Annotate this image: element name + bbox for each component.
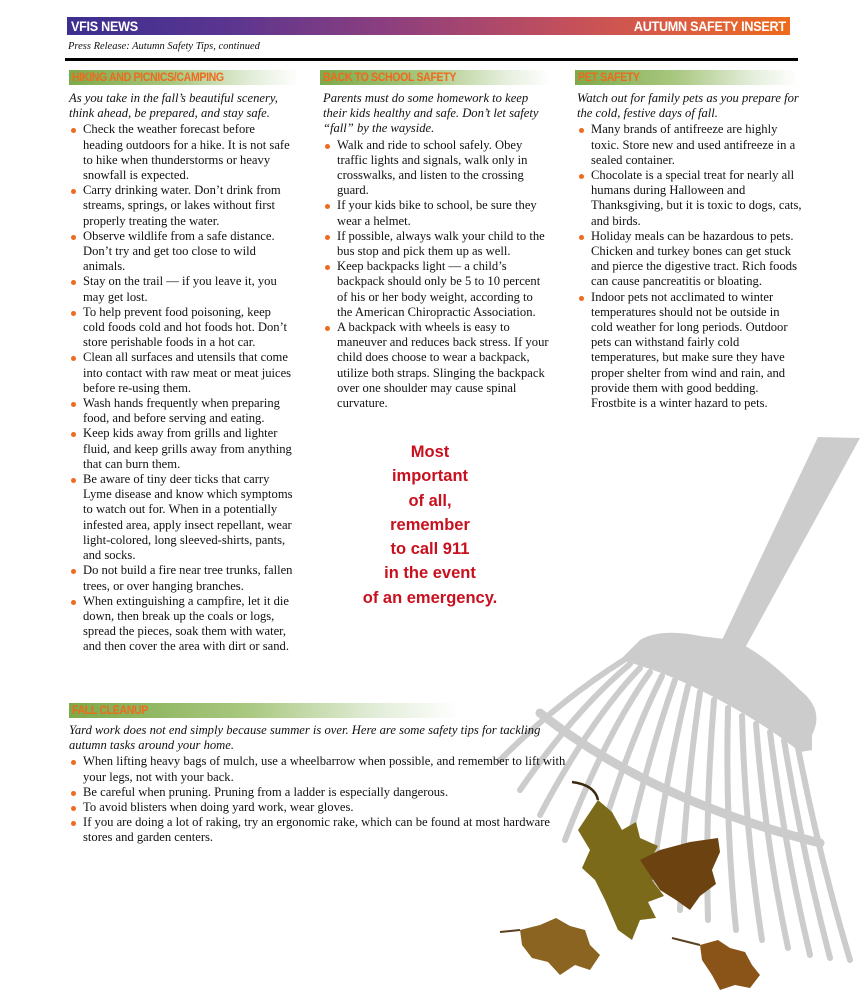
- bullet-icon: [325, 235, 330, 240]
- bullet-icon: [325, 204, 330, 209]
- press-release-subtitle: Press Release: Autumn Safety Tips, continued: [68, 41, 260, 52]
- list-item: To avoid blisters when doing yard work, wear gloves.: [69, 800, 569, 815]
- list-item: Chocolate is a special treat for nearly all humans during Halloween and Thanksgiving, but it is toxic to dogs, cats, and birds.: [577, 168, 803, 229]
- emergency-callout: Most important of all, remember to call 911 in the event of an emergency.: [362, 443, 498, 607]
- bullet-list: [69, 754, 569, 845]
- section-intro: As you take in the fall’s beautiful scenery, think ahead, be prepared, and stay safe.: [69, 91, 278, 121]
- list-item: Clean all surfaces and utensils that come into contact with raw meat or meat juices before re-using them.: [69, 350, 295, 396]
- section-hiking: [69, 91, 295, 655]
- bullet-icon: [71, 356, 76, 361]
- bullet-icon: [71, 478, 76, 483]
- list-item: Carry drinking water. Don’t drink from streams, springs, or lakes without first properly treating the water.: [69, 183, 295, 229]
- section-header-pets: PET SAFETY: [575, 70, 797, 85]
- bullet-icon: [71, 600, 76, 605]
- list-item: Stay on the trail — if you leave it, you may get lost.: [69, 274, 295, 304]
- bullet-list: [69, 122, 295, 654]
- bullet-list: [323, 138, 551, 412]
- bullet-icon: [71, 806, 76, 811]
- section-cleanup: [69, 723, 569, 846]
- list-item: A backpack with wheels is easy to maneuver and reduces back stress. If your child does choose to wear a backpack, utilize both straps. Slinging the backpack over one shoulder may cause spinal curvature.: [323, 320, 551, 411]
- section-header-cleanup: FALL CLEANUP: [69, 703, 459, 718]
- list-item: Many brands of antifreeze are highly toxic. Store new and used antifreeze in a sealed container.: [577, 122, 803, 168]
- bullet-icon: [71, 569, 76, 574]
- list-item: When lifting heavy bags of mulch, use a wheelbarrow when possible, and remember to lift with your legs, not with your back.: [69, 754, 569, 784]
- list-item: Keep backpacks light — a child’s backpack should only be 5 to 10 percent of his or her body weight, according to the American Chiropractic Association.: [323, 259, 551, 320]
- bullet-icon: [579, 235, 584, 240]
- bullet-icon: [71, 189, 76, 194]
- bullet-icon: [579, 296, 584, 301]
- section-pets: [577, 91, 803, 411]
- section-intro: Parents must do some homework to keep their kids healthy and safe. Don’t let safety “fall” by the wayside.: [323, 91, 539, 136]
- list-item: When extinguishing a campfire, let it die down, then break up the coals or logs, spread the pieces, soak them with water, and then cover the area with dirt or sand.: [69, 594, 295, 655]
- list-item: Holiday meals can be hazardous to pets. Chicken and turkey bones can get stuck and pierce the digestive tract. Rich foods can cause pancreatitis or bloating.: [577, 229, 803, 290]
- bullet-icon: [71, 821, 76, 826]
- rake-icon: [620, 437, 860, 752]
- section-intro: Yard work does not end simply because summer is over. Here are some safety tips for tackling autumn tasks around your home.: [69, 723, 541, 753]
- bullet-icon: [579, 128, 584, 133]
- section-header-school: BACK TO SCHOOL SAFETY: [320, 70, 550, 85]
- list-item: Wash hands frequently when preparing food, and before serving and eating.: [69, 396, 295, 426]
- list-item: Observe wildlife from a safe distance. Don’t try and get too close to wild animals.: [69, 229, 295, 275]
- bullet-icon: [71, 791, 76, 796]
- list-item: If you are doing a lot of raking, try an ergonomic rake, which can be found at most hardware stores and garden centers.: [69, 815, 569, 845]
- bullet-icon: [579, 174, 584, 179]
- list-item: To help prevent food poisoning, keep cold foods cold and hot foods hot. Don’t store perishable foods in a hot car.: [69, 305, 295, 351]
- bullet-icon: [71, 280, 76, 285]
- bullet-icon: [71, 235, 76, 240]
- bullet-icon: [325, 326, 330, 331]
- list-item: Check the weather forecast before heading outdoors for a hike. It is not safe to hike when thunderstorms or heavy snowfall is expected.: [69, 122, 295, 183]
- header-divider: [65, 58, 798, 61]
- bullet-icon: [71, 402, 76, 407]
- section-header-hiking: HIKING AND PICNICS/CAMPING: [69, 70, 299, 85]
- list-item: Do not build a fire near tree trunks, fallen trees, or over hanging branches.: [69, 563, 295, 593]
- bullet-icon: [325, 265, 330, 270]
- list-item: If possible, always walk your child to the bus stop and pick them up as well.: [323, 229, 551, 259]
- list-item: Walk and ride to school safely. Obey traffic lights and signals, walk only in crosswalks, and listen to the crossing guard.: [323, 138, 551, 199]
- section-intro: Watch out for family pets as you prepare for the cold, festive days of fall.: [577, 91, 799, 121]
- list-item: Be careful when pruning. Pruning from a ladder is especially dangerous.: [69, 785, 569, 800]
- header-banner: [67, 17, 790, 35]
- newsletter-title: VFIS NEWS: [71, 18, 138, 34]
- list-item: Keep kids away from grills and lighter fluid, and keep grills away from anything that can burn them.: [69, 426, 295, 472]
- bullet-icon: [71, 760, 76, 765]
- insert-title: AUTUMN SAFETY INSERT: [634, 18, 786, 34]
- bullet-icon: [325, 144, 330, 149]
- section-school: [323, 91, 551, 411]
- bullet-icon: [71, 311, 76, 316]
- bullet-icon: [71, 128, 76, 133]
- bullet-list: [577, 122, 803, 411]
- list-item: If your kids bike to school, be sure they wear a helmet.: [323, 198, 551, 228]
- list-item: Indoor pets not acclimated to winter temperatures should not be outside in cold weather for long periods. Outdoor pets can withstand fairly cold temperatures, but make sure they have proper shelter from wind and rain, and provide them with good bedding. Frostbite is a winter hazard to pets.: [577, 290, 803, 412]
- list-item: Be aware of tiny deer ticks that carry Lyme disease and know which symptoms to watch out for. When in a potentially infested area, apply insect repellant, wear light-colored, long sleeved-shirts, pants, and socks.: [69, 472, 295, 563]
- bullet-icon: [71, 432, 76, 437]
